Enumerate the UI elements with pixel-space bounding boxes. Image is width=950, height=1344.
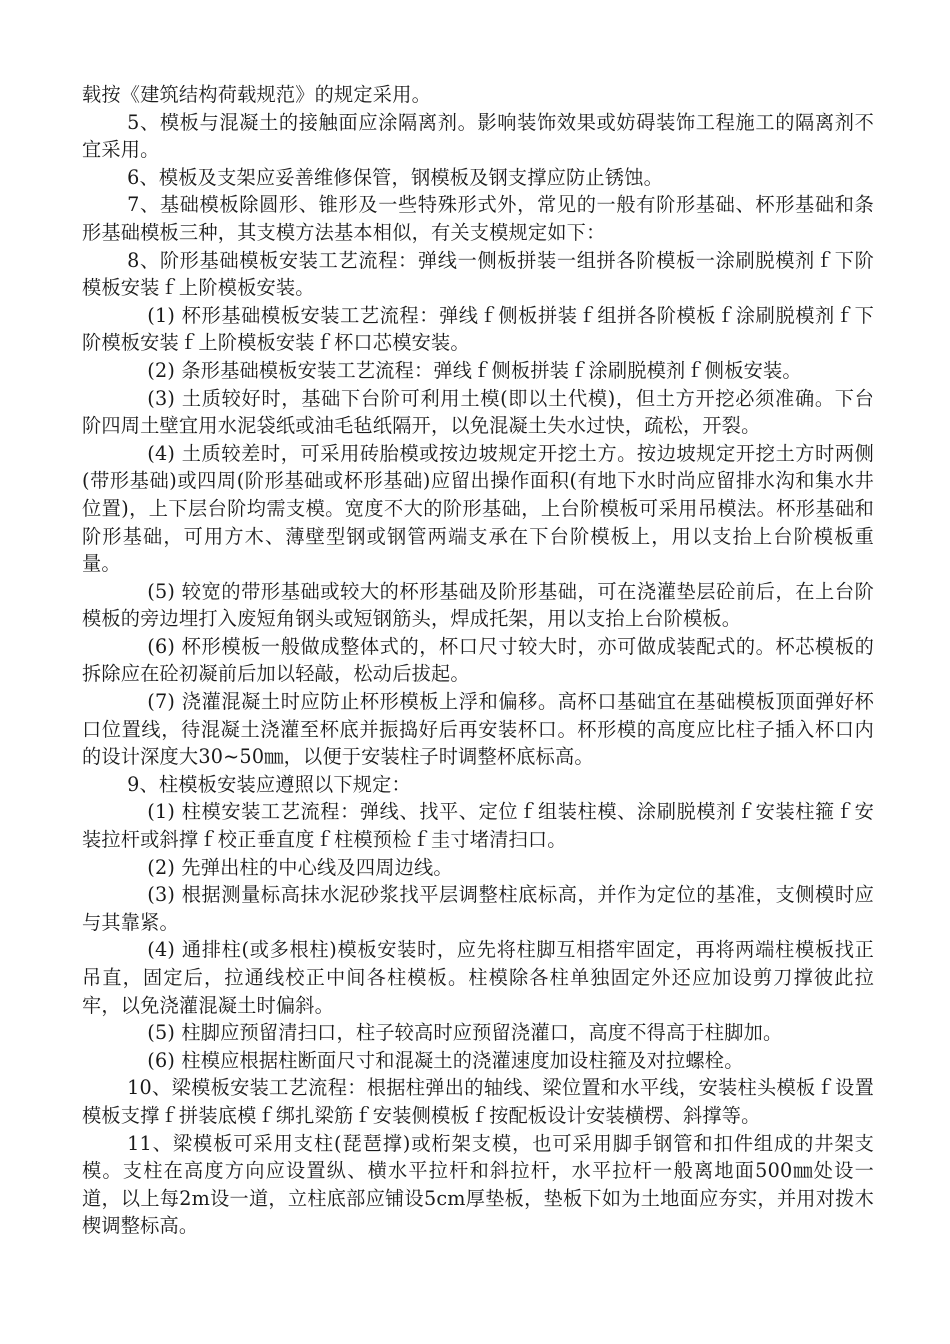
- paragraph-item-9: 9、柱模板安装应遵照以下规定：: [127, 772, 411, 796]
- paragraph-item-8-5: (5) 较宽的带形基础或较大的杯形基础及阶形基础，可在浇灌垫层砼前后，在上台阶模板的旁边埋打入废短角钢头或短钢筋头，焊成托架，用以支抬上台阶模板。: [82, 579, 874, 631]
- paragraph-item-7: 7、基础模板除圆形、锥形及一些特殊形式外，常见的一般有阶形基础、杯形基础和条形基础模板三种，其支模方法基本相似，有关支模规定如下：: [82, 193, 874, 244]
- paragraph-item-8-7: (7) 浇灌混凝土时应防止杯形模板上浮和偏移。高杯口基础宜在基础模板顶面弹好杯口位置线，待混凝土浇灌至杯底并振捣好后再安装杯口。杯形模的高度应比柱子插入杯口内的设计深度大30~50㎜，以便于安装柱子时调整杯底标高。: [82, 690, 874, 769]
- paragraph-item-10: 10、梁模板安装工艺流程：根据柱弹出的轴线、梁位置和水平线，安装柱头模板ｆ设置模板支撑ｆ拼装底模ｆ绑扎梁筋ｆ安装侧模板ｆ按配板设计安装横楞、斜撑等。: [82, 1076, 874, 1127]
- paragraph-item-8-1: (1) 杯形基础模板安装工艺流程：弹线ｆ侧板拼装ｆ组拼各阶模板ｆ涂刷脱模剂ｆ下阶模板安装ｆ上阶模板安装ｆ杯口芯模安装。: [82, 303, 874, 355]
- paragraph-item-9-6: (6) 柱模应根据柱断面尺寸和混凝土的浇灌速度加设柱箍及对拉螺栓。: [147, 1048, 744, 1072]
- paragraph-item-9-4: (4) 通排柱(或多根柱)模板安装时，应先将柱脚互相搭牢固定，再将两端柱模板找正吊直，固定后，拉通线校正中间各柱模板。柱模除各柱单独固定外还应加设剪刀撑彼此拉牢，以免浇灌混凝土时偏斜。: [82, 938, 874, 1017]
- paragraph-item-5: 5、模板与混凝土的接触面应涂隔离剂。影响装饰效果或妨碍装饰工程施工的隔离剂不宜采用。: [82, 110, 874, 162]
- paragraph-item-8-4: (4) 土质较差时，可采用砖胎模或按边坡规定开挖土方。按边坡规定开挖土方时两侧(带形基础)或四周(阶形基础或杯形基础)应留出操作面积(有地下水时尚应留排水沟和集水井位置)，上下层台阶均需支模。宽度不大的阶形基础，上台阶模板可采用吊模法。杯形基础和阶形基础，可用方木、薄壁型钢或钢管两端支承在下台阶模板上，用以支抬上台阶模板重量。: [82, 441, 874, 576]
- paragraph-item-8-2: (2) 条形基础模板安装工艺流程：弹线ｆ侧板拼装ｆ涂刷脱模剂ｆ侧板安装。: [147, 358, 802, 382]
- paragraph-load-spec: 载按《建筑结构荷载规范》的规定采用。: [82, 83, 431, 106]
- paragraph-item-9-2: (2) 先弹出柱的中心线及四周边线。: [147, 855, 453, 879]
- document-body: [82, 81, 874, 1240]
- paragraph-item-8: 8、阶形基础模板安装工艺流程：弹线一侧板拼装一组拼各阶模板一涂刷脱模剂ｆ下阶模板安装ｆ上阶模板安装。: [82, 248, 874, 300]
- paragraph-item-9-1: (1) 柱模安装工艺流程：弹线、找平、定位ｆ组装柱模、涂刷脱模剂ｆ安装柱箍ｆ安装拉杆或斜撑ｆ校正垂直度ｆ柱模预检ｆ圭寸堵清扫口。: [82, 800, 874, 852]
- paragraph-item-9-3: (3) 根据测量标高抹水泥砂浆找平层调整柱底标高，并作为定位的基准，支侧模时应与其靠紧。: [82, 883, 874, 934]
- paragraph-item-11: 11、梁模板可采用支柱(琵琶撑)或桁架支模，也可采用脚手钢管和扣件组成的井架支模。支柱在高度方向应设置纵、横水平拉杆和斜拉杆，水平拉杆一般离地面500㎜处设一道，以上每2m设一道，立柱底部应铺设5cm厚垫板，垫板下如为土地面应夯实，并用对拨木楔调整标高。: [82, 1131, 874, 1238]
- paragraph-item-8-6: (6) 杯形模板一般做成整体式的，杯口尺寸较大时，亦可做成装配式的。杯芯模板的拆除应在砼初凝前后加以轻敲，松动后拔起。: [82, 634, 874, 686]
- paragraph-item-8-3: (3) 土质较好时，基础下台阶可利用土模(即以土代模)，但土方开挖必须准确。下台阶四周土壁宜用水泥袋纸或油毛毡纸隔开，以免混凝土失水过快，疏松，开裂。: [82, 386, 874, 438]
- paragraph-item-6: 6、模板及支架应妥善维修保管，钢模板及钢支撑应防止锈蚀。: [127, 165, 663, 189]
- paragraph-item-9-5: (5) 柱脚应预留清扫口，柱子较高时应预留浇灌口，高度不得高于柱脚加。: [147, 1021, 783, 1045]
